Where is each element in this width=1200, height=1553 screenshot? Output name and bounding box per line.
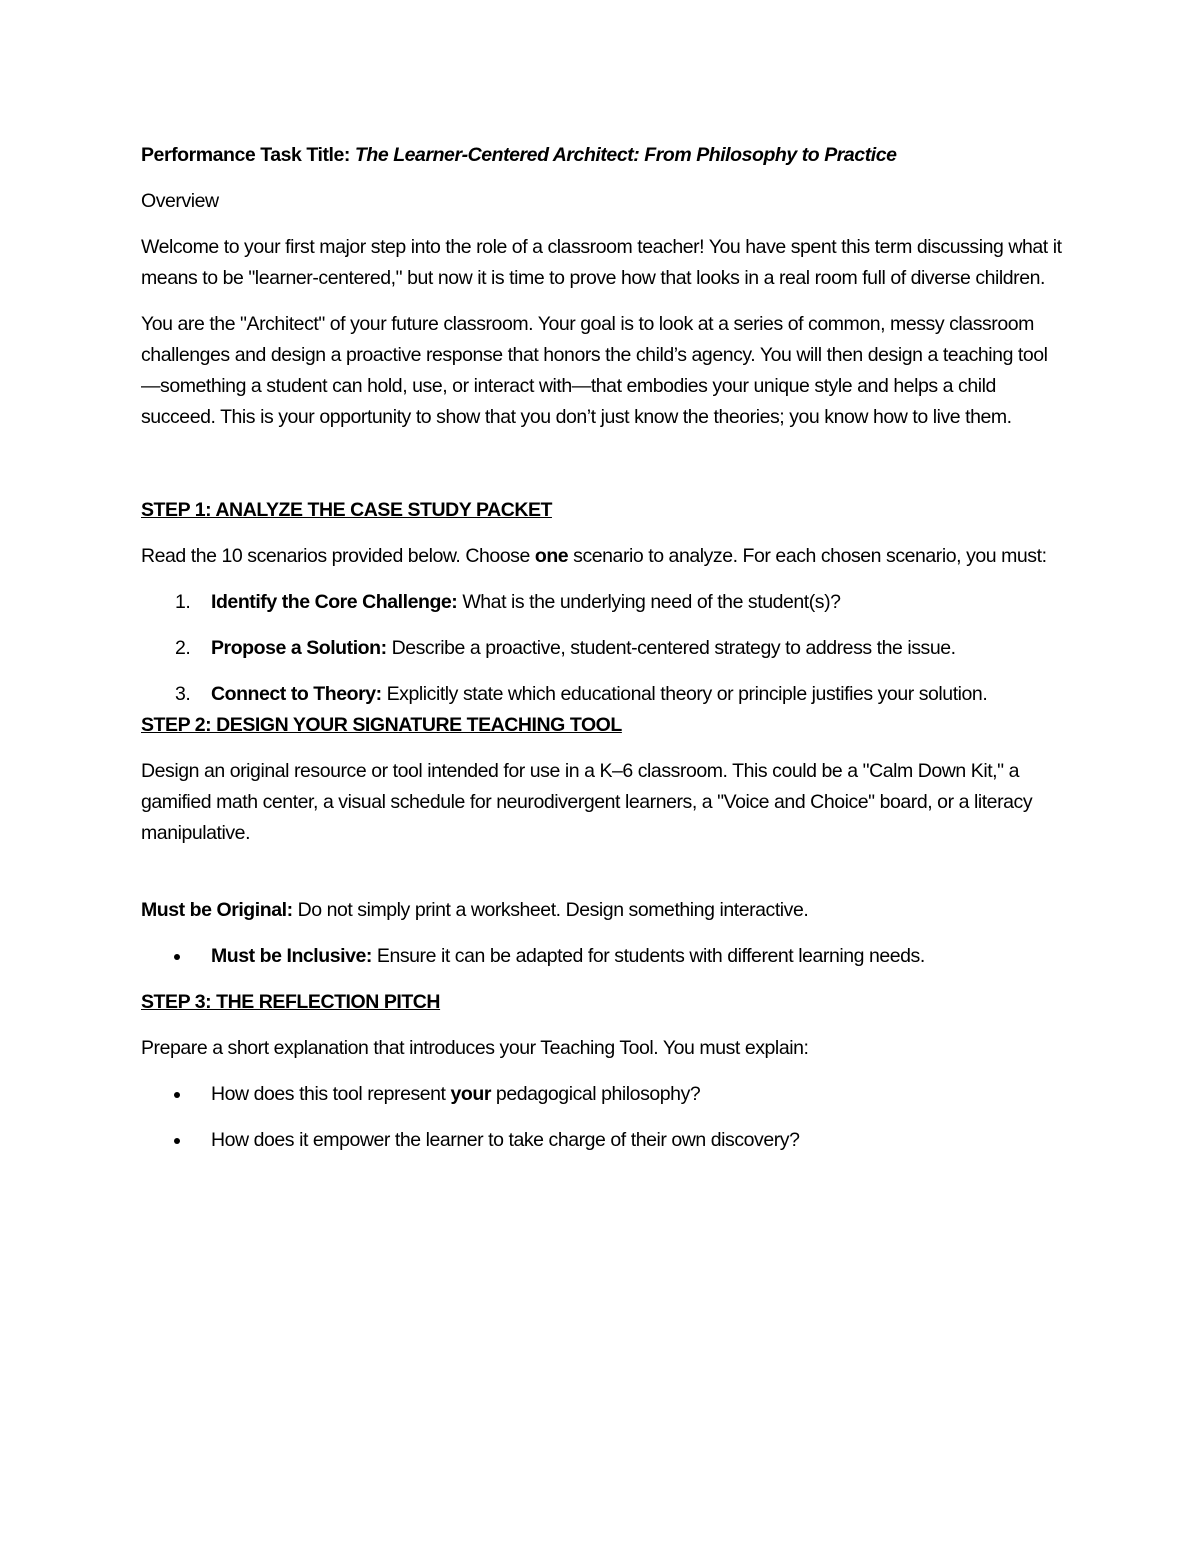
question-bold: your xyxy=(450,1083,491,1105)
item-text: Describe a proactive, student-centered strategy to address the issue. xyxy=(386,637,956,659)
step3-heading: STEP 3: THE REFLECTION PITCH xyxy=(141,991,441,1013)
bullet-icon xyxy=(174,1092,180,1098)
step2-heading: STEP 2: DESIGN YOUR SIGNATURE TEACHING TOOL xyxy=(141,714,622,736)
overview-heading: Overview xyxy=(141,190,219,212)
step2-bullets xyxy=(141,941,1066,972)
overview-paragraph-2: You are the "Architect" of your future classroom. Your goal is to look at a series of common, messy classroom challenges and design a proactive response that honors the child’s agency. You will then design a teaching tool—something a student can hold, use, or interact with—that embodies your unique style and helps a child succeed. This is your opportunity to show that you don’t just know the theories; you know how to live them. xyxy=(141,313,1048,428)
step1-item-3 xyxy=(141,679,1066,710)
question-text-end: pedagogical philosophy? xyxy=(490,1083,701,1105)
step1-item-2 xyxy=(141,633,1066,664)
original-text: Do not simply print a worksheet. Design something interactive. xyxy=(292,899,809,921)
original-label: Must be Original: xyxy=(141,899,293,921)
step3-question-2 xyxy=(141,1125,1066,1156)
must-be-inclusive xyxy=(141,941,1066,972)
overview-paragraph-1: Welcome to your first major step into the role of a classroom teacher! You have spent this term discussing what it means to be "learner-centered," but now it is time to prove how that looks in a real room full of diverse children. xyxy=(141,236,1062,289)
step3-intro: Prepare a short explanation that introduces your Teaching Tool. You must explain: xyxy=(141,1037,809,1059)
inclusive-label: Must be Inclusive: xyxy=(211,945,372,967)
task-title xyxy=(141,140,1066,171)
step1-intro-bold: one xyxy=(534,545,569,567)
step1-heading: STEP 1: ANALYZE THE CASE STUDY PACKET xyxy=(141,499,552,521)
task-title-text: The Learner-Centered Architect: From Philosophy to Practice xyxy=(354,144,897,166)
step1-intro-text-end: scenario to analyze. For each chosen scenario, you must: xyxy=(568,545,1047,567)
must-be-original xyxy=(141,895,1066,926)
bullet-icon xyxy=(174,1138,180,1144)
bullet-icon xyxy=(174,954,180,960)
item-label: Identify the Core Challenge: xyxy=(211,591,458,613)
item-text: Explicitly state which educational theory or principle justifies your solution. xyxy=(381,683,988,705)
step1-list xyxy=(141,587,1066,710)
question-text: How does it empower the learner to take charge of their own discovery? xyxy=(211,1129,800,1151)
step1-intro xyxy=(141,541,1066,572)
list-number: 2. xyxy=(175,637,191,659)
step1-intro-text: Read the 10 scenarios provided below. Choose xyxy=(141,545,535,567)
list-number: 1. xyxy=(175,591,191,613)
task-title-label: Performance Task Title: xyxy=(141,144,350,166)
inclusive-text: Ensure it can be adapted for students with different learning needs. xyxy=(371,945,925,967)
step3-question-1 xyxy=(141,1079,1066,1110)
question-text: How does this tool represent xyxy=(211,1083,451,1105)
step2-paragraph: Design an original resource or tool intended for use in a K–6 classroom. This could be a "Calm Down Kit," a gamified math center, a visual schedule for neurodivergent learners, a "Voice and Choice" board, or a literacy manipulative. xyxy=(141,760,1033,844)
item-text: What is the underlying need of the student(s)? xyxy=(457,591,841,613)
list-number: 3. xyxy=(175,683,191,705)
item-label: Propose a Solution: xyxy=(211,637,387,659)
step1-item-1 xyxy=(141,587,1066,618)
document-body xyxy=(141,140,1066,1171)
item-label: Connect to Theory: xyxy=(211,683,382,705)
step3-bullets xyxy=(141,1079,1066,1156)
